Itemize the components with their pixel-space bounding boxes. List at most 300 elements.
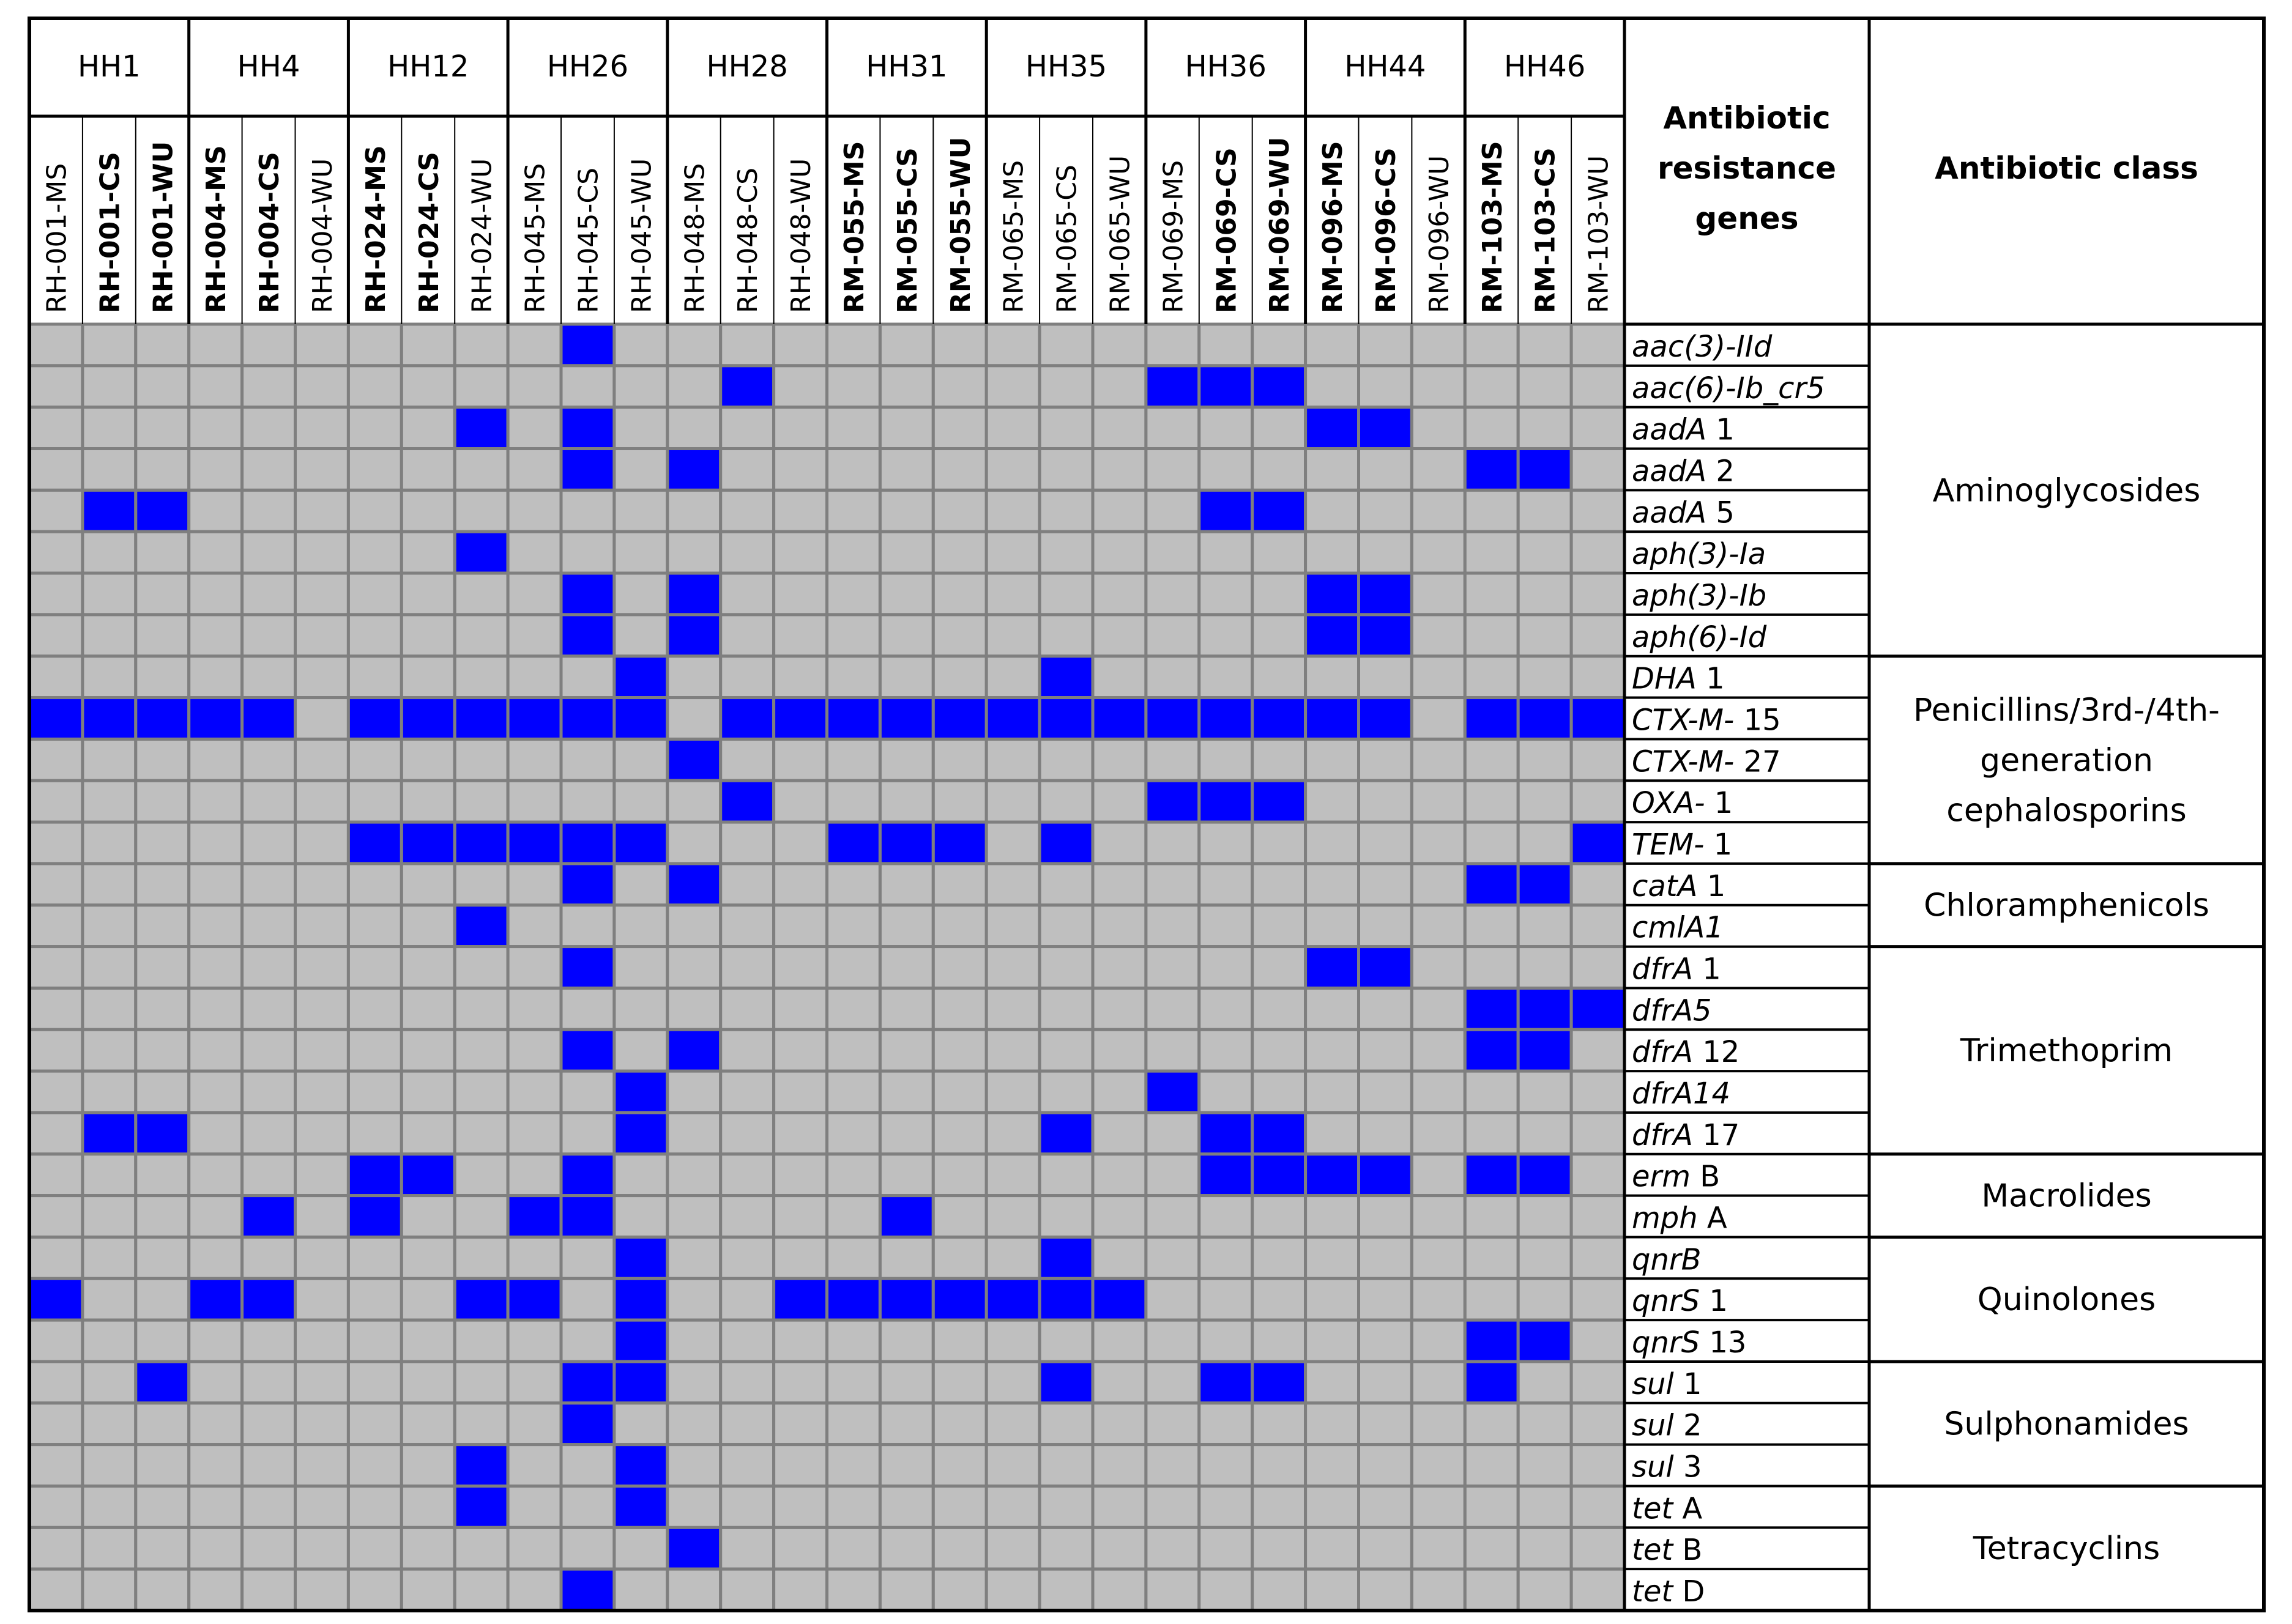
cell-present [1252, 1154, 1306, 1196]
cell-absent [242, 324, 296, 366]
cell-absent [561, 988, 614, 1029]
cell-absent [1199, 1569, 1252, 1611]
cell-absent [1146, 1237, 1199, 1278]
cell-present [986, 698, 1040, 740]
gene-label [1632, 1284, 1728, 1318]
cell-absent [1199, 407, 1252, 449]
cell-present [1040, 1362, 1093, 1403]
cell-absent [933, 1071, 986, 1113]
cell-present [561, 947, 614, 988]
cell-absent [83, 739, 136, 780]
cell-absent [614, 905, 668, 947]
cell-present [561, 1029, 614, 1071]
cell-absent [455, 573, 508, 615]
gene-label [1632, 1367, 1702, 1401]
cell-absent [561, 1237, 614, 1278]
sample-label: RH-024-MS [360, 145, 392, 313]
cell-absent [348, 1029, 401, 1071]
cell-absent [1412, 407, 1465, 449]
gene-name-italic: aph(3)-Ia [1632, 537, 1766, 572]
cell-absent [1306, 490, 1359, 532]
cell-present [1465, 449, 1518, 491]
cell-absent [1146, 864, 1199, 905]
cell-absent [827, 780, 880, 822]
cell-present [561, 822, 614, 864]
cell-absent [136, 1569, 189, 1611]
cell-absent [1252, 1527, 1306, 1569]
cell-absent [721, 490, 774, 532]
cell-absent [29, 864, 83, 905]
cell-absent [508, 1029, 561, 1071]
class-label: Quinolones [1977, 1281, 2156, 1319]
cell-absent [296, 780, 349, 822]
cell-absent [561, 1320, 614, 1362]
cell-absent [1040, 1403, 1093, 1445]
cell-absent [83, 1196, 136, 1237]
cell-present [455, 698, 508, 740]
cell-absent [508, 573, 561, 615]
cell-absent [401, 573, 455, 615]
cell-absent [774, 1071, 827, 1113]
gene-name-italic: OXA- [1632, 786, 1705, 821]
cell-absent [1040, 615, 1093, 656]
cell-absent [827, 324, 880, 366]
cell-absent [933, 1320, 986, 1362]
cell-absent [136, 1445, 189, 1486]
cell-absent [1093, 1445, 1146, 1486]
cell-absent [1412, 864, 1465, 905]
cell-present [561, 324, 614, 366]
cell-absent [1465, 1486, 1518, 1527]
sample-label: RM-103-WU [1583, 155, 1615, 313]
gene-label [1632, 1077, 1730, 1111]
cell-absent [614, 573, 668, 615]
cell-absent [561, 739, 614, 780]
cell-absent [242, 947, 296, 988]
cell-absent [986, 366, 1040, 407]
cell-absent [721, 1362, 774, 1403]
cell-present [1252, 1362, 1306, 1403]
cell-absent [29, 988, 83, 1029]
cell-absent [1518, 573, 1571, 615]
cell-absent [880, 947, 933, 988]
cell-present [614, 1486, 668, 1527]
cell-present [614, 698, 668, 740]
cell-absent [189, 1486, 242, 1527]
cell-present [668, 1527, 721, 1569]
cell-absent [1199, 1486, 1252, 1527]
cell-present [614, 1071, 668, 1113]
sample-label: RH-001-CS [94, 152, 126, 313]
cell-absent [29, 407, 83, 449]
cell-absent [933, 1113, 986, 1154]
cell-absent [561, 1445, 614, 1486]
cell-absent [1412, 1362, 1465, 1403]
cell-absent [83, 947, 136, 988]
gene-label [1632, 993, 1711, 1028]
cell-absent [189, 864, 242, 905]
cell-absent [29, 1569, 83, 1611]
cell-absent [401, 1278, 455, 1320]
cell-absent [774, 656, 827, 698]
cell-present [614, 1362, 668, 1403]
cell-absent [1518, 1486, 1571, 1527]
cell-absent [827, 1527, 880, 1569]
cell-absent [774, 449, 827, 491]
gene-name-suffix: 2 [1706, 454, 1735, 489]
cell-absent [614, 947, 668, 988]
cell-present [455, 532, 508, 573]
cell-absent [721, 822, 774, 864]
cell-absent [1146, 739, 1199, 780]
cell-absent [614, 1154, 668, 1196]
cell-absent [296, 1569, 349, 1611]
cell-absent [1040, 449, 1093, 491]
cell-absent [668, 780, 721, 822]
cell-absent [1252, 573, 1306, 615]
gene-name-italic: dfrA [1632, 1035, 1693, 1070]
cell-absent [242, 1403, 296, 1445]
cell-absent [242, 490, 296, 532]
cell-absent [455, 490, 508, 532]
cell-absent [1146, 1445, 1199, 1486]
cell-present [721, 780, 774, 822]
cell-present [508, 698, 561, 740]
cell-present [189, 1278, 242, 1320]
cell-absent [1040, 532, 1093, 573]
cell-absent [401, 1071, 455, 1113]
cell-absent [83, 1320, 136, 1362]
cell-absent [83, 1569, 136, 1611]
cell-absent [1252, 407, 1306, 449]
cell-absent [1093, 1196, 1146, 1237]
cell-absent [401, 1029, 455, 1071]
cell-absent [348, 905, 401, 947]
cell-absent [668, 1403, 721, 1445]
cell-absent [1412, 1320, 1465, 1362]
cell-present [136, 1362, 189, 1403]
cell-absent [136, 1403, 189, 1445]
cell-present [1199, 780, 1252, 822]
cell-absent [1306, 739, 1359, 780]
cell-absent [29, 1196, 83, 1237]
gene-name-suffix: 1 [1692, 952, 1721, 987]
cell-present [1306, 407, 1359, 449]
cell-present [1571, 822, 1624, 864]
cell-present [1199, 698, 1252, 740]
cell-absent [668, 324, 721, 366]
cell-absent [296, 1486, 349, 1527]
cell-absent [1571, 1362, 1624, 1403]
cell-absent [136, 905, 189, 947]
cell-absent [1518, 739, 1571, 780]
cell-present [880, 698, 933, 740]
gene-label [1632, 786, 1733, 820]
cell-absent [1359, 324, 1412, 366]
cell-absent [29, 490, 83, 532]
cell-absent [1518, 1362, 1571, 1403]
cell-present [1359, 698, 1412, 740]
cell-absent [136, 864, 189, 905]
cell-present [827, 698, 880, 740]
cell-absent [1465, 1278, 1518, 1320]
cell-absent [1571, 324, 1624, 366]
gene-name-suffix: B [1691, 1159, 1721, 1194]
cell-absent [933, 1196, 986, 1237]
cell-absent [1199, 1071, 1252, 1113]
cell-absent [508, 1403, 561, 1445]
household-label: HH35 [1025, 50, 1107, 84]
gene-name-italic: dfrA14 [1632, 1077, 1731, 1111]
cell-absent [1465, 780, 1518, 822]
cell-absent [933, 366, 986, 407]
cell-absent [774, 615, 827, 656]
cell-absent [1040, 780, 1093, 822]
cell-absent [1571, 366, 1624, 407]
cell-present [933, 1278, 986, 1320]
cell-absent [1571, 1527, 1624, 1569]
class-label: Trimethoprim [1960, 1033, 2173, 1070]
cell-absent [296, 573, 349, 615]
cell-absent [242, 573, 296, 615]
cell-absent [986, 780, 1040, 822]
cell-absent [1306, 1196, 1359, 1237]
cell-present [1465, 1362, 1518, 1403]
cell-absent [1412, 1237, 1465, 1278]
gene-name-suffix: 1 [1705, 786, 1733, 821]
cell-absent [721, 407, 774, 449]
cell-absent [1359, 1113, 1412, 1154]
cell-absent [933, 1362, 986, 1403]
cell-absent [296, 1029, 349, 1071]
cell-absent [401, 1569, 455, 1611]
cell-absent [29, 1486, 83, 1527]
class-column-header: Antibiotic class [1935, 150, 2198, 186]
gene-name-italic: qnrB [1632, 1242, 1702, 1277]
cell-absent [1199, 1320, 1252, 1362]
sample-label: RM-069-MS [1158, 160, 1189, 313]
cell-absent [1199, 1445, 1252, 1486]
cell-absent [721, 656, 774, 698]
cell-present [1465, 1154, 1518, 1196]
cell-absent [348, 1569, 401, 1611]
cell-absent [242, 532, 296, 573]
cell-absent [189, 615, 242, 656]
cell-present [774, 1278, 827, 1320]
cell-absent [986, 1486, 1040, 1527]
cell-absent [1040, 490, 1093, 532]
cell-present [455, 407, 508, 449]
cell-absent [986, 947, 1040, 988]
household-label: HH28 [706, 50, 788, 84]
sample-label: RM-065-WU [1104, 155, 1136, 313]
cell-absent [83, 1237, 136, 1278]
cell-absent [668, 1196, 721, 1237]
cell-absent [1571, 780, 1624, 822]
cell-absent [1040, 739, 1093, 780]
cell-absent [1518, 1569, 1571, 1611]
cell-absent [721, 1445, 774, 1486]
class-label: cephalosporins [1946, 792, 2187, 829]
gene-label [1632, 828, 1732, 862]
cell-absent [242, 1445, 296, 1486]
cell-absent [933, 1403, 986, 1445]
cell-absent [136, 988, 189, 1029]
cell-absent [614, 490, 668, 532]
cell-absent [1571, 1486, 1624, 1527]
cell-absent [29, 573, 83, 615]
cell-absent [1146, 1320, 1199, 1362]
cell-absent [189, 739, 242, 780]
cell-absent [1412, 490, 1465, 532]
cell-absent [1412, 324, 1465, 366]
cell-absent [1252, 324, 1306, 366]
cell-absent [296, 532, 349, 573]
cell-absent [1199, 822, 1252, 864]
cell-present [136, 490, 189, 532]
cell-absent [1359, 1445, 1412, 1486]
cell-absent [1412, 1154, 1465, 1196]
cell-absent [1359, 1237, 1412, 1278]
cell-absent [1146, 1278, 1199, 1320]
cell-absent [1252, 1196, 1306, 1237]
gene-name-italic: sul [1632, 1450, 1674, 1485]
cell-absent [29, 615, 83, 656]
cell-absent [827, 1486, 880, 1527]
cell-absent [827, 656, 880, 698]
cell-present [561, 573, 614, 615]
cell-absent [827, 573, 880, 615]
cell-absent [614, 1029, 668, 1071]
cell-absent [1093, 947, 1146, 988]
cell-absent [242, 739, 296, 780]
cell-absent [136, 532, 189, 573]
cell-absent [1040, 905, 1093, 947]
cell-absent [721, 864, 774, 905]
cell-absent [401, 1237, 455, 1278]
cell-absent [189, 1071, 242, 1113]
cell-absent [189, 1445, 242, 1486]
cell-absent [1306, 1486, 1359, 1527]
cell-absent [827, 1237, 880, 1278]
cell-absent [296, 1113, 349, 1154]
cell-absent [986, 1527, 1040, 1569]
cell-absent [401, 905, 455, 947]
cell-absent [29, 1029, 83, 1071]
cell-absent [880, 490, 933, 532]
cell-present [29, 1278, 83, 1320]
cell-absent [29, 1527, 83, 1569]
cell-absent [348, 407, 401, 449]
cell-absent [774, 1486, 827, 1527]
cell-absent [721, 1154, 774, 1196]
cell-absent [880, 1154, 933, 1196]
class-label: Tetracyclins [1973, 1530, 2160, 1568]
cell-absent [83, 780, 136, 822]
cell-absent [296, 407, 349, 449]
cell-absent [1571, 1445, 1624, 1486]
gene-name-suffix: 13 [1700, 1326, 1747, 1360]
cell-absent [189, 324, 242, 366]
cell-absent [1306, 1569, 1359, 1611]
cell-absent [136, 573, 189, 615]
cell-absent [455, 1569, 508, 1611]
cell-absent [880, 615, 933, 656]
cell-present [986, 1278, 1040, 1320]
sample-label: RM-065-MS [998, 160, 1030, 313]
cell-present [1252, 1113, 1306, 1154]
cell-absent [1040, 1196, 1093, 1237]
cell-absent [455, 1527, 508, 1569]
cell-absent [1146, 988, 1199, 1029]
cell-absent [986, 1403, 1040, 1445]
cell-absent [1093, 407, 1146, 449]
cell-absent [1412, 698, 1465, 740]
cell-absent [986, 1113, 1040, 1154]
cell-absent [880, 573, 933, 615]
cell-absent [1252, 1403, 1306, 1445]
cell-absent [561, 532, 614, 573]
cell-absent [242, 1237, 296, 1278]
cell-present [1359, 573, 1412, 615]
cell-absent [1518, 366, 1571, 407]
cell-absent [986, 1320, 1040, 1362]
cell-absent [668, 1362, 721, 1403]
cell-absent [296, 449, 349, 491]
cell-present [1040, 1113, 1093, 1154]
cell-absent [721, 1113, 774, 1154]
cell-absent [401, 449, 455, 491]
cell-present [455, 1278, 508, 1320]
cell-absent [1252, 1445, 1306, 1486]
cell-absent [1412, 656, 1465, 698]
cell-absent [83, 1362, 136, 1403]
cell-present [136, 1113, 189, 1154]
gene-label [1632, 911, 1724, 945]
cell-absent [136, 947, 189, 988]
cell-absent [1518, 822, 1571, 864]
cell-absent [1571, 739, 1624, 780]
gene-name-suffix: 5 [1706, 495, 1735, 530]
cell-absent [561, 656, 614, 698]
cell-absent [1465, 1113, 1518, 1154]
cell-absent [508, 1445, 561, 1486]
cell-absent [348, 947, 401, 988]
cell-present [83, 1113, 136, 1154]
cell-absent [83, 1486, 136, 1527]
cell-absent [1040, 366, 1093, 407]
cell-absent [1306, 324, 1359, 366]
cell-absent [1199, 324, 1252, 366]
cell-absent [83, 864, 136, 905]
gene-label [1632, 1035, 1739, 1069]
cell-absent [136, 1071, 189, 1113]
cell-absent [1093, 1362, 1146, 1403]
cell-absent [348, 780, 401, 822]
cell-absent [561, 1527, 614, 1569]
cell-absent [827, 1569, 880, 1611]
class-label: generation [1980, 742, 2153, 779]
cell-absent [774, 739, 827, 780]
cell-absent [1518, 1278, 1571, 1320]
cell-absent [189, 656, 242, 698]
cell-absent [933, 1486, 986, 1527]
cell-absent [1412, 1445, 1465, 1486]
gene-name-suffix: 1 [1697, 869, 1726, 903]
cell-present [1518, 1320, 1571, 1362]
cell-absent [1412, 1569, 1465, 1611]
cell-absent [668, 988, 721, 1029]
